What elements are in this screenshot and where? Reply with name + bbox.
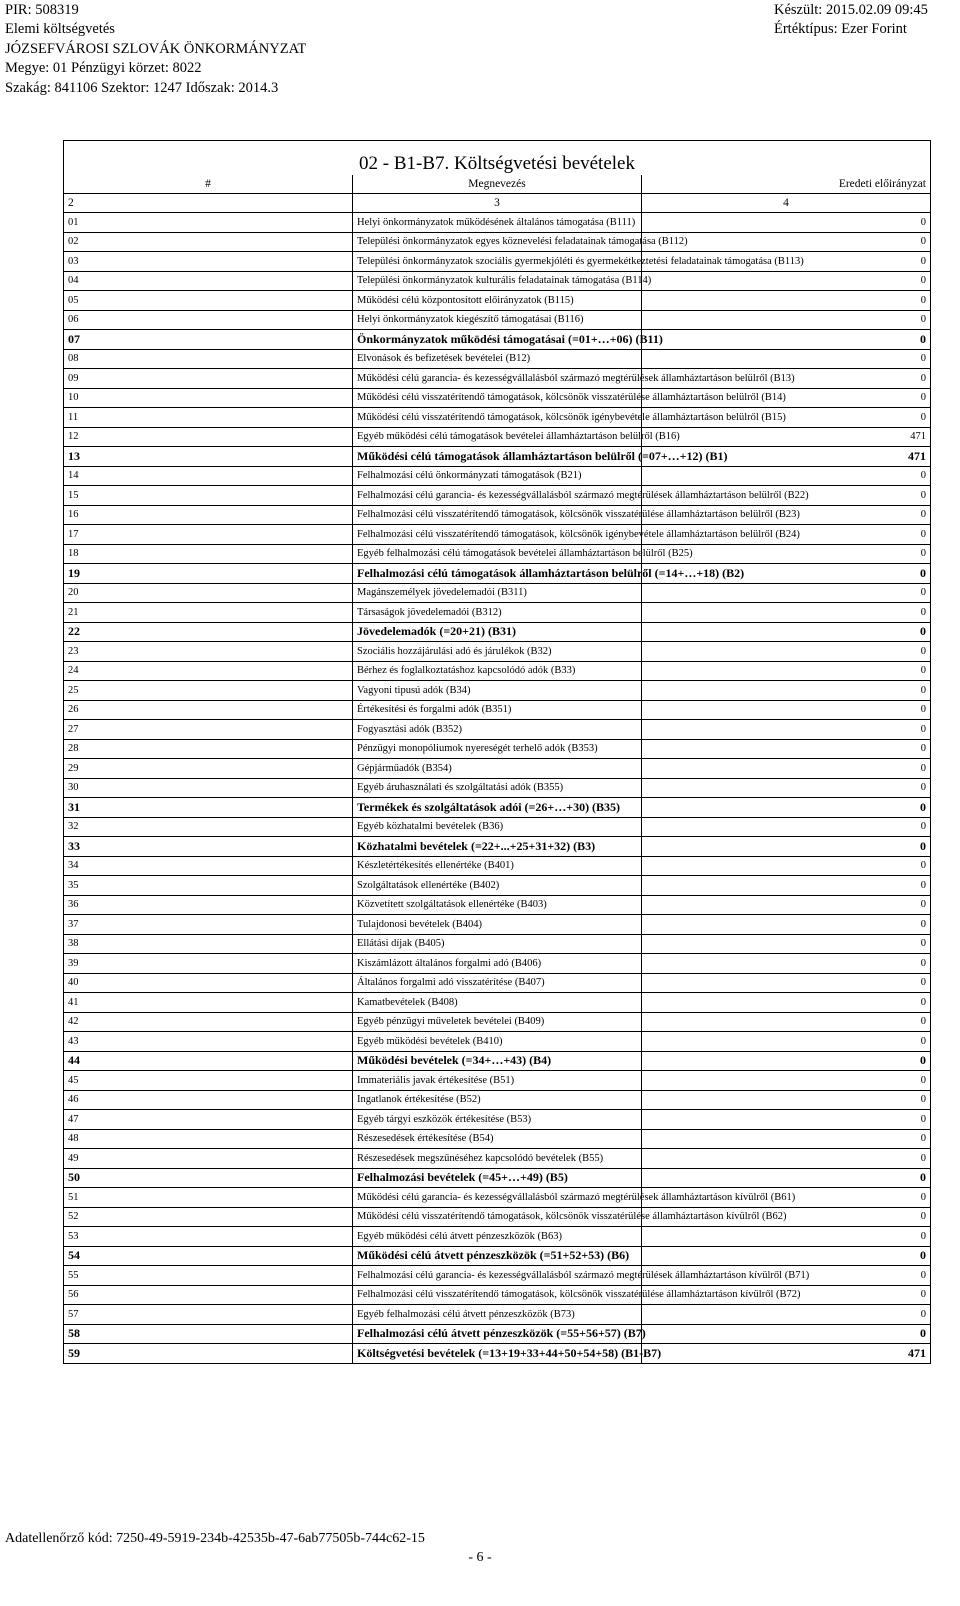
row-name: Termékek és szolgáltatások adói (=26+…+30) (B35)	[353, 798, 642, 818]
row-name: Felhalmozási bevételek (=45+…+49) (B5)	[353, 1168, 642, 1188]
table-row	[64, 1285, 931, 1305]
row-name: Részesedések értékesítése (B54)	[353, 1129, 642, 1149]
row-name: Egyéb tárgyi eszközök értékesítése (B53)	[353, 1110, 642, 1130]
table-row-total	[64, 330, 931, 350]
row-name: Egyéb felhalmozási célú átvett pénzeszközök (B73)	[353, 1305, 642, 1325]
header-doc-type: Elemi költségvetés	[5, 21, 115, 38]
row-number: 29	[64, 759, 353, 779]
row-name: Helyi önkormányzatok működésének általános támogatása (B111)	[353, 213, 642, 233]
row-number: 36	[64, 895, 353, 915]
row-value: 0	[642, 934, 931, 954]
row-value: 0	[642, 213, 931, 233]
table-row	[64, 232, 931, 252]
row-number: 45	[64, 1071, 353, 1091]
validation-code: Adatellenőrző kód: 7250-49-5919-234b-42535b-47-6ab77505b-744c62-15	[5, 1531, 425, 1546]
header-created: Készült: 2015.02.09 09:45	[774, 2, 928, 18]
row-value: 0	[642, 1285, 931, 1305]
table-row	[64, 1227, 931, 1247]
table-row	[64, 1012, 931, 1032]
table-row	[64, 544, 931, 564]
row-name: Gépjárműadók (B354)	[353, 759, 642, 779]
row-number: 39	[64, 954, 353, 974]
table-row-total	[64, 1168, 931, 1188]
row-number: 59	[64, 1344, 353, 1364]
row-number: 49	[64, 1149, 353, 1169]
row-name: Felhalmozási célú garancia- és kezességvállalásból származó megtérülések államháztartáson kívülről (B71)	[353, 1266, 642, 1286]
row-number: 44	[64, 1051, 353, 1071]
row-name: Felhalmozási célú támogatások államháztartáson belülről (=14+…+18) (B2)	[353, 564, 642, 584]
row-value: 0	[642, 700, 931, 720]
table-row	[64, 213, 931, 233]
table-row	[64, 349, 931, 369]
row-number: 20	[64, 583, 353, 603]
row-name: Készletértékesítés ellenértéke (B401)	[353, 856, 642, 876]
table-row	[64, 291, 931, 311]
table-row	[64, 661, 931, 681]
row-number: 32	[64, 817, 353, 837]
row-value: 0	[642, 1207, 931, 1227]
header-region: Megye: 01 Pénzügyi körzet: 8022	[5, 60, 202, 77]
row-name: Működési célú garancia- és kezességvállalásból származó megtérülések államháztartáson belülről (B13)	[353, 369, 642, 389]
table-row	[64, 1032, 931, 1052]
row-value: 0	[642, 856, 931, 876]
table-row	[64, 700, 931, 720]
header-pir: PIR: 508319	[5, 2, 79, 18]
row-name: Közhatalmi bevételek (=22+...+25+31+32) (B3)	[353, 837, 642, 857]
row-number: 02	[64, 232, 353, 252]
row-name: Felhalmozási célú önkormányzati támogatások (B21)	[353, 466, 642, 486]
row-value: 0	[642, 720, 931, 740]
row-value: 0	[642, 661, 931, 681]
row-name: Egyéb működési bevételek (B410)	[353, 1032, 642, 1052]
column-header-row	[64, 175, 931, 194]
row-number: 08	[64, 349, 353, 369]
row-number: 01	[64, 213, 353, 233]
row-value: 0	[642, 895, 931, 915]
row-value: 0	[642, 388, 931, 408]
table-row	[64, 505, 931, 525]
row-value: 0	[642, 1246, 931, 1266]
row-number: 13	[64, 447, 353, 467]
table-row	[64, 1129, 931, 1149]
row-value: 0	[642, 1090, 931, 1110]
row-number: 28	[64, 739, 353, 759]
row-number: 07	[64, 330, 353, 350]
column-header-value: Eredeti előirányzat	[642, 175, 931, 194]
row-name: Egyéb áruhasználati és szolgáltatási adók (B355)	[353, 778, 642, 798]
row-name: Működési célú visszatérítendő támogatások, kölcsönök visszatérülése államháztartáson kívülről (B62)	[353, 1207, 642, 1227]
table-row	[64, 934, 931, 954]
row-value: 0	[642, 993, 931, 1013]
row-value: 0	[642, 525, 931, 545]
row-value: 0	[642, 1012, 931, 1032]
table-row	[64, 310, 931, 330]
row-value: 0	[642, 583, 931, 603]
table-row-total	[64, 447, 931, 467]
table-row	[64, 954, 931, 974]
row-value: 0	[642, 739, 931, 759]
table-row	[64, 895, 931, 915]
row-value: 0	[642, 466, 931, 486]
row-name: Elvonások és befizetések bevételei (B12)	[353, 349, 642, 369]
row-name: Magánszemélyek jövedelemadói (B311)	[353, 583, 642, 603]
row-value: 0	[642, 1051, 931, 1071]
row-number: 35	[64, 876, 353, 896]
table-row	[64, 583, 931, 603]
row-number: 46	[64, 1090, 353, 1110]
table-row	[64, 427, 931, 447]
row-number: 43	[64, 1032, 353, 1052]
header-value-type: Értéktípus: Ezer Forint	[774, 21, 907, 38]
row-number: 38	[64, 934, 353, 954]
row-name: Kamatbevételek (B408)	[353, 993, 642, 1013]
row-name: Közvetített szolgáltatások ellenértéke (B403)	[353, 895, 642, 915]
header-right	[774, 1, 928, 40]
row-value: 0	[642, 681, 931, 701]
row-number: 50	[64, 1168, 353, 1188]
table-row	[64, 271, 931, 291]
row-number: 24	[64, 661, 353, 681]
row-number: 47	[64, 1110, 353, 1130]
table-row	[64, 817, 931, 837]
row-value: 0	[642, 759, 931, 779]
row-value: 0	[642, 876, 931, 896]
row-number: 05	[64, 291, 353, 311]
table-title-row	[64, 141, 931, 176]
row-number: 25	[64, 681, 353, 701]
table-row	[64, 603, 931, 623]
table-row	[64, 642, 931, 662]
row-name: Általános forgalmi adó visszatérítése (B407)	[353, 973, 642, 993]
row-value: 0	[642, 1266, 931, 1286]
table-title: 02 - B1-B7. Költségvetési bevételek	[64, 141, 931, 176]
row-value: 0	[642, 1324, 931, 1344]
row-name: Tulajdonosi bevételek (B404)	[353, 915, 642, 935]
table-row	[64, 388, 931, 408]
row-name: Ellátási díjak (B405)	[353, 934, 642, 954]
row-name: Immateriális javak értékesítése (B51)	[353, 1071, 642, 1091]
table-row	[64, 856, 931, 876]
row-value: 0	[642, 564, 931, 584]
table-row	[64, 1188, 931, 1208]
row-name: Fogyasztási adók (B352)	[353, 720, 642, 740]
row-name: Működési bevételek (=34+…+43) (B4)	[353, 1051, 642, 1071]
row-number: 14	[64, 466, 353, 486]
table-row	[64, 466, 931, 486]
table-row	[64, 486, 931, 506]
row-number: 27	[64, 720, 353, 740]
row-name: Részesedések megszűnéséhez kapcsolódó bevételek (B55)	[353, 1149, 642, 1169]
row-name: Értékesítési és forgalmi adók (B351)	[353, 700, 642, 720]
row-value: 0	[642, 486, 931, 506]
row-number: 06	[64, 310, 353, 330]
row-name: Önkormányzatok működési támogatásai (=01+…+06) (B11)	[353, 330, 642, 350]
row-value: 0	[642, 232, 931, 252]
row-number: 30	[64, 778, 353, 798]
row-number: 56	[64, 1285, 353, 1305]
row-number: 04	[64, 271, 353, 291]
row-number: 21	[64, 603, 353, 623]
row-value: 0	[642, 817, 931, 837]
table-row	[64, 1090, 931, 1110]
row-name: Települési önkormányzatok kulturális feladatainak támogatása (B114)	[353, 271, 642, 291]
row-value: 471	[642, 1344, 931, 1364]
row-value: 471	[642, 427, 931, 447]
row-value: 0	[642, 291, 931, 311]
row-number: 55	[64, 1266, 353, 1286]
column-number-2: 3	[353, 194, 642, 213]
row-value: 0	[642, 369, 931, 389]
table-row	[64, 1207, 931, 1227]
row-name: Társaságok jövedelemadói (B312)	[353, 603, 642, 623]
row-name: Működési célú visszatérítendő támogatások, kölcsönök igénybevétele államháztartáson belülről (B15)	[353, 408, 642, 428]
table-row	[64, 252, 931, 272]
row-value: 0	[642, 310, 931, 330]
row-name: Szolgáltatások ellenértéke (B402)	[353, 876, 642, 896]
row-name: Egyéb működési célú átvett pénzeszközök (B63)	[353, 1227, 642, 1247]
row-number: 57	[64, 1305, 353, 1325]
row-value: 0	[642, 1188, 931, 1208]
row-number: 10	[64, 388, 353, 408]
row-number: 41	[64, 993, 353, 1013]
table-row-total	[64, 1324, 931, 1344]
row-name: Egyéb pénzügyi műveletek bevételei (B409)	[353, 1012, 642, 1032]
table-row-total	[64, 564, 931, 584]
row-number: 03	[64, 252, 353, 272]
row-number: 42	[64, 1012, 353, 1032]
row-value: 0	[642, 954, 931, 974]
row-name: Felhalmozási célú visszatérítendő támogatások, kölcsönök igénybevétele államháztartáson belülről (B24)	[353, 525, 642, 545]
table-row-total	[64, 798, 931, 818]
row-name: Felhalmozási célú visszatérítendő támogatások, kölcsönök visszatérülése államháztartáson kívülről (B72)	[353, 1285, 642, 1305]
row-value: 0	[642, 252, 931, 272]
row-value: 471	[642, 447, 931, 467]
row-value: 0	[642, 1129, 931, 1149]
row-name: Működési célú központosított előirányzatok (B115)	[353, 291, 642, 311]
row-name: Ingatlanok értékesítése (B52)	[353, 1090, 642, 1110]
row-name: Működési célú támogatások államháztartáson belülről (=07+…+12) (B1)	[353, 447, 642, 467]
table-row	[64, 369, 931, 389]
row-name: Költségvetési bevételek (=13+19+33+44+50+54+58) (B1-B7)	[353, 1344, 642, 1364]
row-name: Jövedelemadók (=20+21) (B31)	[353, 622, 642, 642]
revenue-table	[63, 140, 931, 1364]
table-row	[64, 1110, 931, 1130]
row-value: 0	[642, 973, 931, 993]
row-number: 34	[64, 856, 353, 876]
row-value: 0	[642, 1305, 931, 1325]
row-number: 23	[64, 642, 353, 662]
row-name: Egyéb működési célú támogatások bevételei államháztartáson belülről (B16)	[353, 427, 642, 447]
table-row-total	[64, 1246, 931, 1266]
row-number: 15	[64, 486, 353, 506]
page-number: - 6 -	[468, 1550, 492, 1565]
row-value: 0	[642, 505, 931, 525]
header-sector: Szakág: 841106 Szektor: 1247 Időszak: 2014.3	[5, 79, 279, 96]
row-number: 18	[64, 544, 353, 564]
row-number: 51	[64, 1188, 353, 1208]
row-number: 19	[64, 564, 353, 584]
row-number: 16	[64, 505, 353, 525]
row-name: Települési önkormányzatok egyes köznevelési feladatainak támogatása (B112)	[353, 232, 642, 252]
table-row	[64, 778, 931, 798]
row-name: Kiszámlázott általános forgalmi adó (B406)	[353, 954, 642, 974]
row-value: 0	[642, 1168, 931, 1188]
table-row	[64, 681, 931, 701]
table-row-total	[64, 1344, 931, 1364]
row-number: 37	[64, 915, 353, 935]
row-name: Működési célú garancia- és kezességvállalásból származó megtérülések államháztartáson kívülről (B61)	[353, 1188, 642, 1208]
row-value: 0	[642, 330, 931, 350]
row-number: 48	[64, 1129, 353, 1149]
header-left	[5, 1, 306, 98]
row-name: Települési önkormányzatok szociális gyermekjóléti és gyermekétkeztetési feladatainak támogatása (B113)	[353, 252, 642, 272]
row-number: 17	[64, 525, 353, 545]
row-name: Felhalmozási célú visszatérítendő támogatások, kölcsönök visszatérülése államháztartáson belülről (B23)	[353, 505, 642, 525]
column-number-3: 4	[642, 194, 931, 213]
table-row	[64, 720, 931, 740]
row-name: Helyi önkormányzatok kiegészítő támogatásai (B116)	[353, 310, 642, 330]
row-number: 26	[64, 700, 353, 720]
table-row	[64, 1149, 931, 1169]
row-value: 0	[642, 603, 931, 623]
table-row	[64, 525, 931, 545]
row-name: Egyéb közhatalmi bevételek (B36)	[353, 817, 642, 837]
row-name: Felhalmozási célú garancia- és kezességvállalásból származó megtérülések államháztartáson belülről (B22)	[353, 486, 642, 506]
row-number: 09	[64, 369, 353, 389]
row-name: Működési célú visszatérítendő támogatások, kölcsönök visszatérülése államháztartáson belülről (B14)	[353, 388, 642, 408]
row-name: Működési célú átvett pénzeszközök (=51+52+53) (B6)	[353, 1246, 642, 1266]
row-value: 0	[642, 408, 931, 428]
table-row	[64, 408, 931, 428]
row-number: 31	[64, 798, 353, 818]
table-row	[64, 759, 931, 779]
header-organization: JÓZSEFVÁROSI SZLOVÁK ÖNKORMÁNYZAT	[5, 40, 307, 57]
table-row	[64, 739, 931, 759]
table-row	[64, 973, 931, 993]
row-number: 33	[64, 837, 353, 857]
row-value: 0	[642, 798, 931, 818]
column-number-1: 2	[64, 194, 353, 213]
row-name: Egyéb felhalmozási célú támogatások bevételei államháztartáson belülről (B25)	[353, 544, 642, 564]
row-value: 0	[642, 271, 931, 291]
row-value: 0	[642, 778, 931, 798]
row-number: 12	[64, 427, 353, 447]
row-number: 40	[64, 973, 353, 993]
row-value: 0	[642, 642, 931, 662]
row-value: 0	[642, 622, 931, 642]
row-number: 58	[64, 1324, 353, 1344]
table-row-total	[64, 622, 931, 642]
column-header-name: Megnevezés	[353, 175, 642, 194]
table-row	[64, 876, 931, 896]
row-number: 52	[64, 1207, 353, 1227]
column-header-number: #	[64, 175, 353, 194]
row-name: Vagyoni tipusú adók (B34)	[353, 681, 642, 701]
row-number: 53	[64, 1227, 353, 1247]
column-number-row	[64, 194, 931, 213]
row-name: Pénzügyi monopóliumok nyereségét terhelő adók (B353)	[353, 739, 642, 759]
row-value: 0	[642, 1110, 931, 1130]
table-row	[64, 915, 931, 935]
row-value: 0	[642, 1071, 931, 1091]
row-number: 11	[64, 408, 353, 428]
table-row	[64, 1266, 931, 1286]
row-name: Szociális hozzájárulási adó és járulékok (B32)	[353, 642, 642, 662]
table-row-total	[64, 1051, 931, 1071]
table-row-total	[64, 837, 931, 857]
row-value: 0	[642, 915, 931, 935]
row-value: 0	[642, 837, 931, 857]
table-row	[64, 1305, 931, 1325]
row-number: 54	[64, 1246, 353, 1266]
table-row	[64, 993, 931, 1013]
row-name: Felhalmozási célú átvett pénzeszközök (=55+56+57) (B7)	[353, 1324, 642, 1344]
row-name: Bérhez és foglalkoztatáshoz kapcsolódó adók (B33)	[353, 661, 642, 681]
row-value: 0	[642, 1227, 931, 1247]
row-value: 0	[642, 349, 931, 369]
row-value: 0	[642, 1149, 931, 1169]
table-row	[64, 1071, 931, 1091]
row-number: 22	[64, 622, 353, 642]
row-value: 0	[642, 1032, 931, 1052]
row-value: 0	[642, 544, 931, 564]
